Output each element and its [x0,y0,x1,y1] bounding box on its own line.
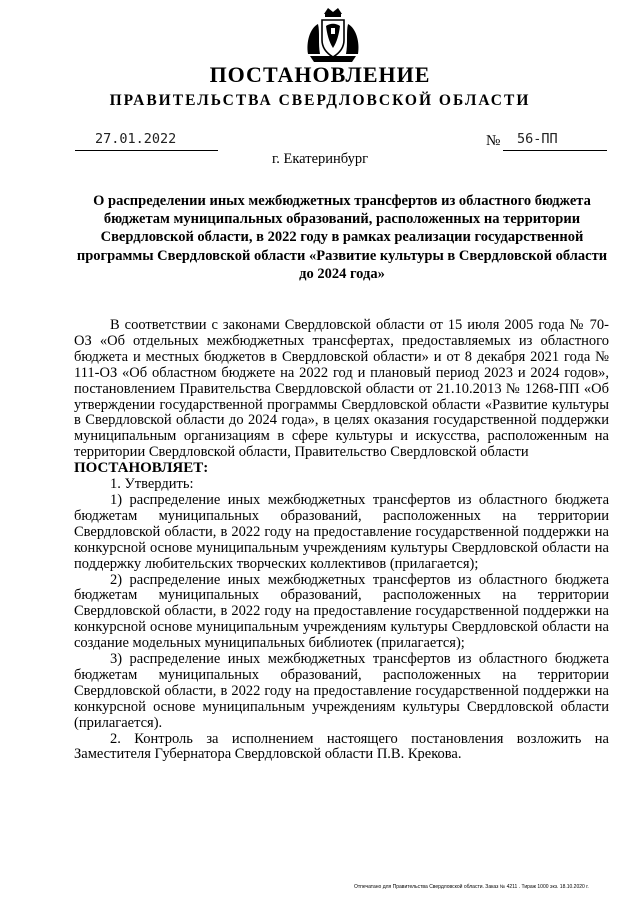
city: г. Екатеринбург [271,151,369,167]
item-2: 2. Контроль за исполнением настоящего постановления возложить на Заместителя Губернатора Свердловской области П.В. Крекова. [74,730,609,763]
page-subtitle: ПРАВИТЕЛЬСТВА СВЕРДЛОВСКОЙ ОБЛАСТИ [109,92,531,109]
document-title: О распределении иных межбюджетных трансфертов из областного бюджета бюджетам муниципальных образований, расположенных на территории Свердловской области, в 2022 году в рамках реализации государственной программы Свердловской области «Развитие культуры в Свердловской области до 2024 года» [76,193,608,282]
intro-paragraph: В соответствии с законами Свердловской области от 15 июля 2005 года № 70-ОЗ «Об отдельных межбюджетных трансфертах, предоставляемых из областного бюджета и местных бюджетов в Свердловской области» и от 8 декабря 2021 года № 111-ОЗ «Об областном бюджете на 2022 год и плановый период 2023 и 2024 годов», постановлением Правительства Свердловской области от 21.10.2013 № 1268-ПП «Об утверждении государственной программы Свердловской области «Развитие культуры в Свердловской области до 2024 года», в целях оказания государственной поддержки муниципальным организациям в сфере культуры и искусства, расположенным на территории Свердловской области, Правительство Свердловской области [74,317,609,461]
document-body [74,318,609,763]
print-footer: Отпечатано для Правительства Свердловской области. Заказ № 4211 . Тираж 1000 экз. 18.10.2020 г. [354,884,589,890]
item-1-2: 2) распределение иных межбюджетных трансфертов из областного бюджета бюджетам муниципальных образований, расположенных на территории Свердловской области, в 2022 году на предоставление государственной поддержки на конкурсной основе муниципальным учреждениям культуры Свердловской области на создание модельных муниципальных библиотек (прилагается); [74,571,609,652]
document-number: 56-ПП [517,131,558,147]
coat-of-arms-icon [302,4,364,66]
item-1: 1. Утвердить: [110,476,194,493]
document-date: 27.01.2022 [95,131,177,147]
item-1-3: 3) распределение иных межбюджетных трансфертов из областного бюджета бюджетам муниципальных образований, расположенных на территории Свердловской области, в 2022 году на предоставление государственной поддержки на конкурсной основе муниципальным учреждениям культуры Свердловской области (прилагается). [74,651,609,731]
item-1-1: 1) распределение иных межбюджетных трансфертов из областного бюджета бюджетам муниципальных образований, расположенных на территории Свердловской области, в 2022 году на предоставление государственной поддержки на конкурсной основе муниципальным учреждениям культуры Свердловской области на поддержку любительских творческих коллективов (прилагается); [74,491,609,572]
decree-heading: ПОСТАНОВЛЯЕТ: [74,460,209,477]
page-title: ПОСТАНОВЛЕНИЕ [209,62,431,87]
number-sign: № [486,133,501,149]
